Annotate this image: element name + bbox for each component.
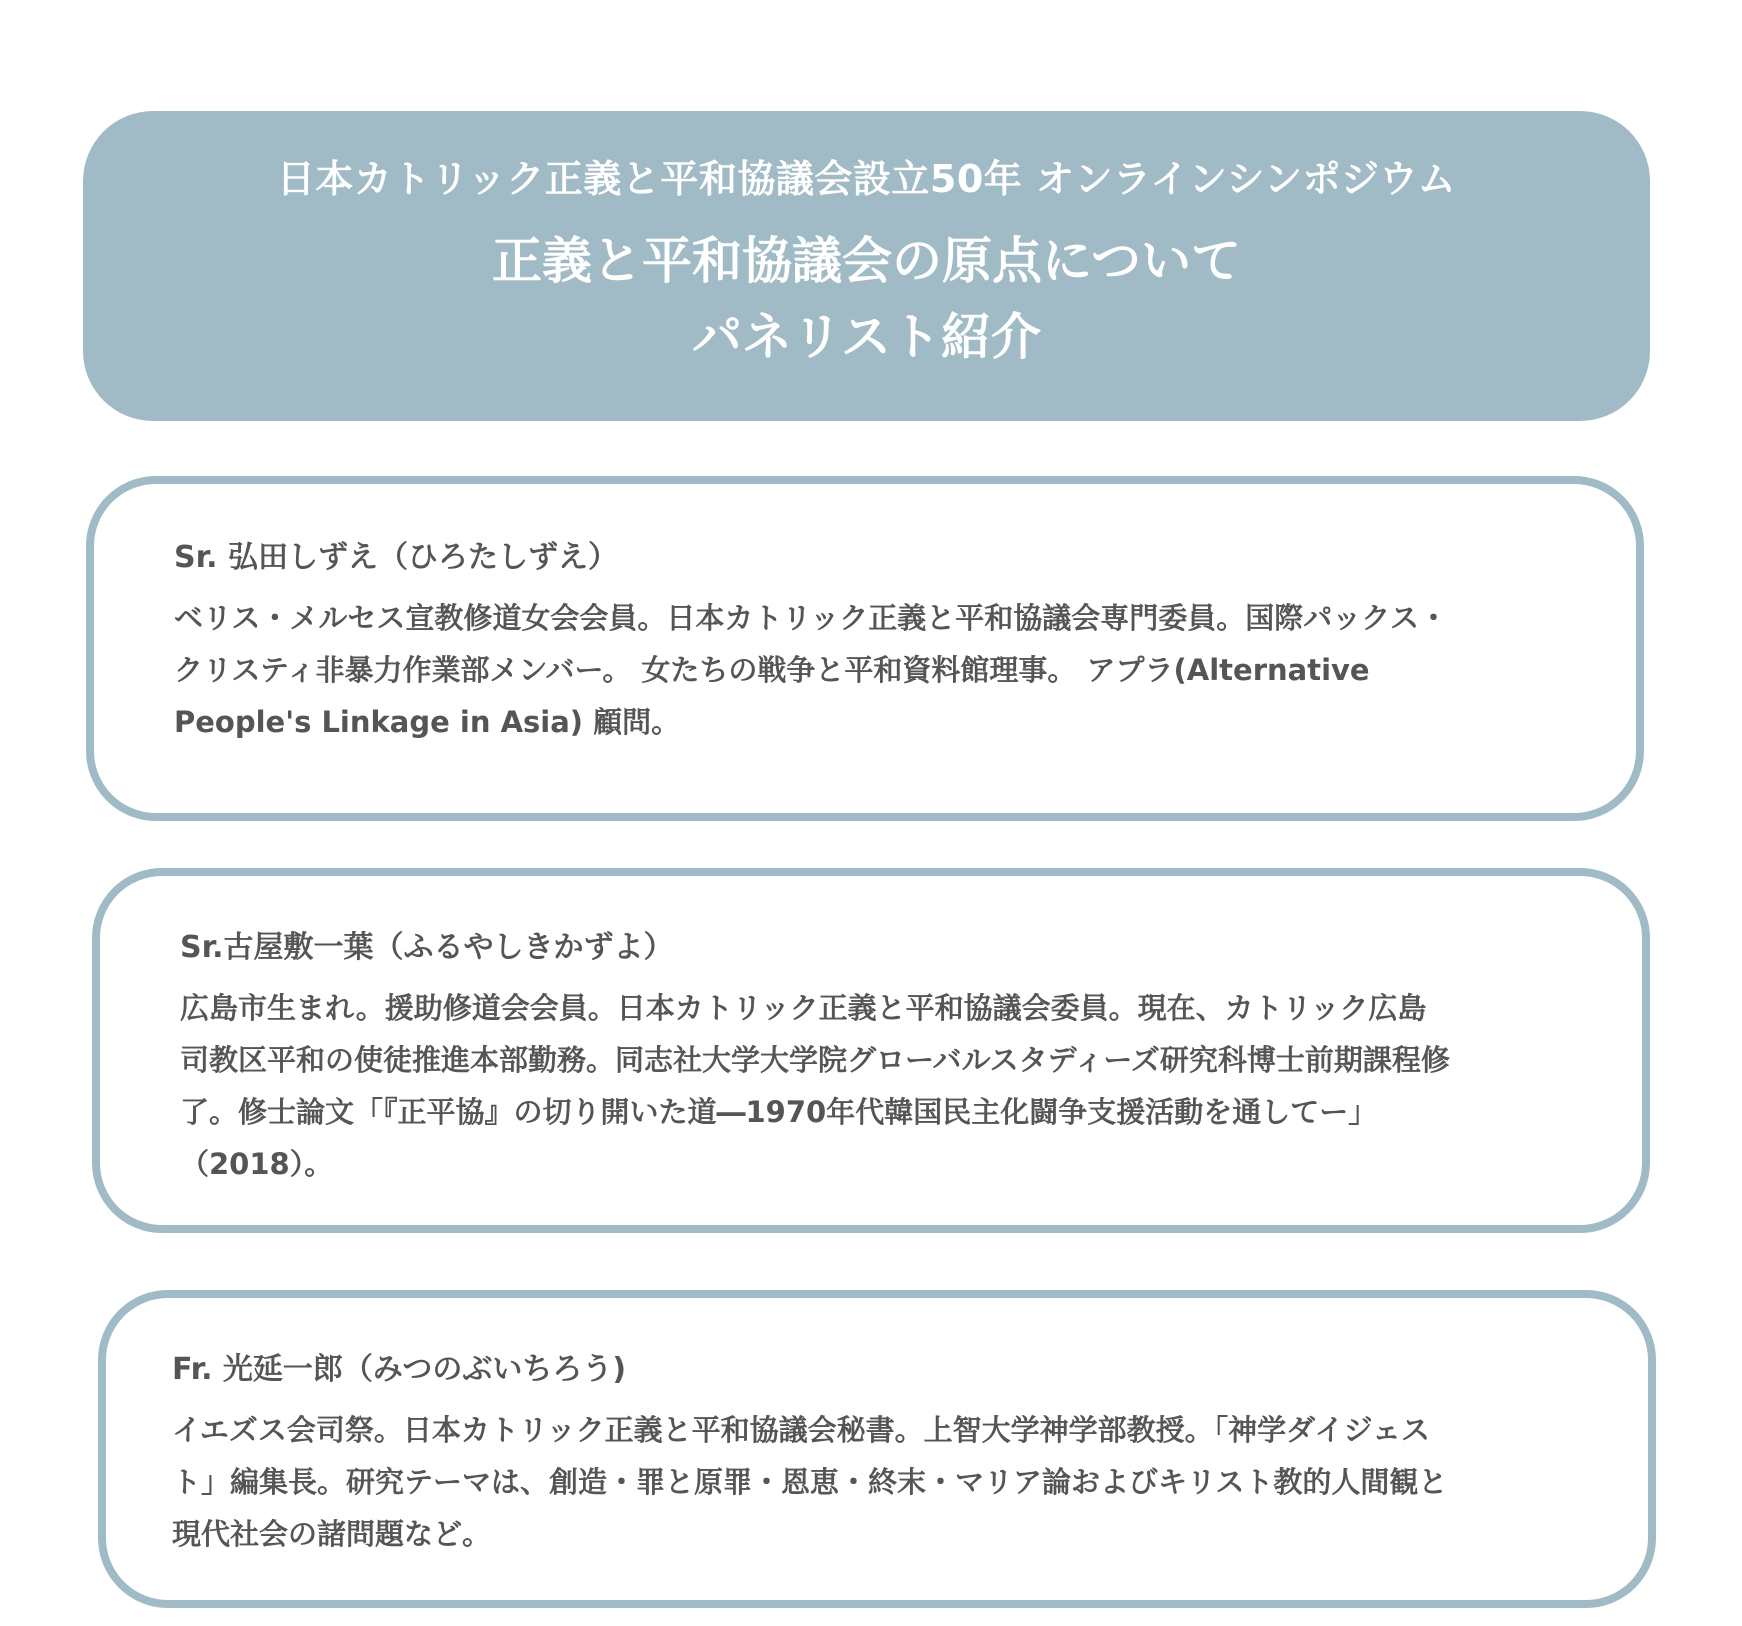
panelist-name: Fr. 光延一郎（みつのぶいちろう): [172, 1352, 627, 1387]
symposium-subtitle: 正義と平和協議会の原点について: [492, 232, 1241, 290]
panelist-name: Sr.古屋敷一葉（ふるやしきかずよ）: [180, 930, 674, 965]
panelist-card: [92, 868, 1650, 1233]
panelist-name: Sr. 弘田しずえ（ひろたしずえ）: [174, 540, 618, 575]
header-banner: [83, 111, 1650, 421]
panelist-card-content: [180, 928, 1580, 1190]
panelist-card-content: [172, 1350, 1592, 1560]
symposium-title: 日本カトリック正義と平和協議会設立50年 オンラインシンポジウム: [276, 157, 1457, 201]
page-title: パネリスト紹介: [692, 308, 1041, 366]
panelist-bio: 広島市生まれ。援助修道会会員。日本カトリック正義と平和協議会委員。現在、カトリック広島 司教区平和の使徒推進本部勤務。同志社大学大学院グローバルスタディーズ研究科博士前期課程修 了。修士論文「『正平協』の切り開いた道―1970年代韓国民主化闘争支援活動を通してー」 （2018）。: [180, 991, 1450, 1181]
panelist-card-content: [174, 538, 1574, 748]
panelist-bio: イエズス会司祭。日本カトリック正義と平和協議会秘書。上智大学神学部教授。「神学ダイジェス ト」編集長。研究テーマは、創造・罪と原罪・恩恵・終末・マリア論およびキリスト教的人間観と 現代社会の諸問題など。: [172, 1413, 1448, 1551]
panelist-card: [86, 476, 1644, 821]
panelist-bio: ベリス・メルセス宣教修道女会会員。日本カトリック正義と平和協議会専門委員。国際パックス・ クリスティ非暴力作業部メンバー。 女たちの戦争と平和資料館理事。 アプラ(Alternative People's Linkage in Asia) 顧問。: [174, 601, 1448, 739]
panelist-card: [98, 1290, 1656, 1608]
